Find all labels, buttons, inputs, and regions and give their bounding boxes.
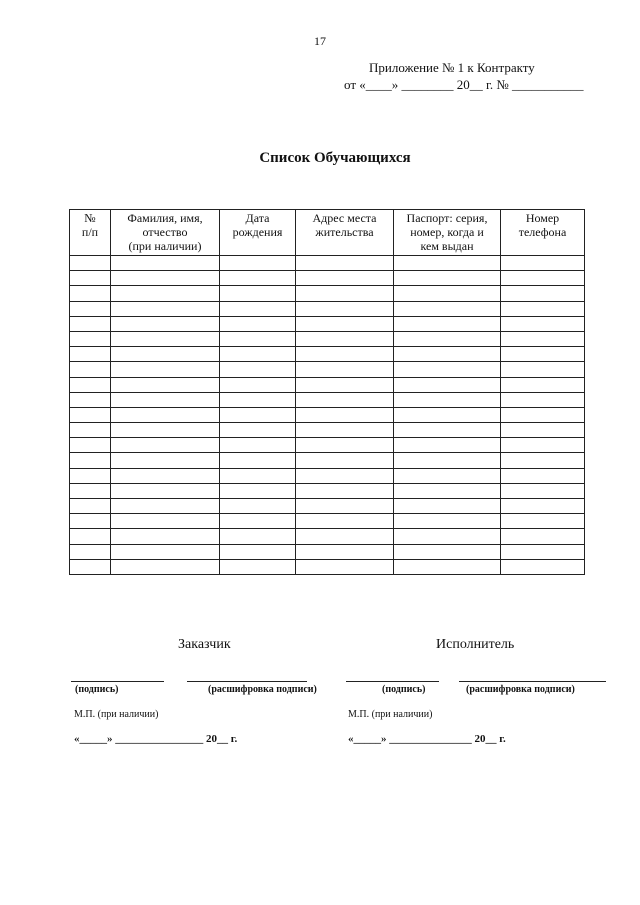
executor-stamp-note: М.П. (при наличии) xyxy=(348,709,433,720)
cell-phone[interactable] xyxy=(501,529,585,544)
header-passport: Паспорт: серия, номер, когда и кем выдан xyxy=(394,210,501,256)
table-row xyxy=(70,286,585,301)
cell-passport[interactable] xyxy=(394,544,501,559)
cell-number[interactable] xyxy=(70,499,111,514)
table-row xyxy=(70,499,585,514)
page-number: 17 xyxy=(314,34,326,48)
executor-signature-line[interactable] xyxy=(346,681,439,682)
customer-signature-label: (подпись) xyxy=(75,684,119,695)
executor-date-line: «_____» _______________ 20__ г. xyxy=(348,733,506,745)
cell-number[interactable] xyxy=(70,331,111,346)
cell-birth-date[interactable] xyxy=(220,347,296,362)
cell-phone[interactable] xyxy=(501,362,585,377)
cell-birth-date[interactable] xyxy=(220,453,296,468)
header-number: № п/п xyxy=(70,210,111,256)
cell-number[interactable] xyxy=(70,514,111,529)
customer-stamp-note: М.П. (при наличии) xyxy=(74,709,159,720)
cell-address[interactable] xyxy=(296,347,394,362)
cell-address[interactable] xyxy=(296,316,394,331)
cell-full-name[interactable] xyxy=(111,438,220,453)
table-row xyxy=(70,362,585,377)
cell-phone[interactable] xyxy=(501,301,585,316)
cell-birth-date[interactable] xyxy=(220,316,296,331)
cell-phone[interactable] xyxy=(501,271,585,286)
cell-full-name[interactable] xyxy=(111,301,220,316)
header-birth-date: Дата рождения xyxy=(220,210,296,256)
cell-birth-date[interactable] xyxy=(220,544,296,559)
table-row xyxy=(70,453,585,468)
cell-address[interactable] xyxy=(296,362,394,377)
cell-number[interactable] xyxy=(70,559,111,574)
cell-birth-date[interactable] xyxy=(220,514,296,529)
table-row xyxy=(70,559,585,574)
table-header-row xyxy=(70,210,585,256)
table-body xyxy=(70,256,585,575)
table-row xyxy=(70,423,585,438)
cell-passport[interactable] xyxy=(394,271,501,286)
cell-number[interactable] xyxy=(70,392,111,407)
cell-full-name[interactable] xyxy=(111,559,220,574)
cell-address[interactable] xyxy=(296,392,394,407)
cell-birth-date[interactable] xyxy=(220,377,296,392)
table-row xyxy=(70,514,585,529)
cell-phone[interactable] xyxy=(501,316,585,331)
cell-passport[interactable] xyxy=(394,256,501,271)
cell-phone[interactable] xyxy=(501,286,585,301)
cell-passport[interactable] xyxy=(394,377,501,392)
header-full-name: Фамилия, имя, отчество (при наличии) xyxy=(111,210,220,256)
cell-address[interactable] xyxy=(296,468,394,483)
cell-number[interactable] xyxy=(70,407,111,422)
document-title: Список Обучающихся xyxy=(259,150,411,166)
cell-address[interactable] xyxy=(296,407,394,422)
cell-phone[interactable] xyxy=(501,407,585,422)
cell-phone[interactable] xyxy=(501,483,585,498)
cell-address[interactable] xyxy=(296,256,394,271)
cell-address[interactable] xyxy=(296,301,394,316)
cell-number[interactable] xyxy=(70,301,111,316)
cell-full-name[interactable] xyxy=(111,362,220,377)
header-phone: Номер телефона xyxy=(501,210,585,256)
header-address: Адрес места жительства xyxy=(296,210,394,256)
table-row xyxy=(70,392,585,407)
executor-decryption-line[interactable] xyxy=(459,681,606,682)
cell-address[interactable] xyxy=(296,286,394,301)
cell-phone[interactable] xyxy=(501,499,585,514)
table-row xyxy=(70,331,585,346)
cell-phone[interactable] xyxy=(501,423,585,438)
cell-phone[interactable] xyxy=(501,514,585,529)
students-table xyxy=(69,209,585,575)
cell-passport[interactable] xyxy=(394,499,501,514)
table-row xyxy=(70,316,585,331)
cell-full-name[interactable] xyxy=(111,256,220,271)
cell-address[interactable] xyxy=(296,271,394,286)
cell-phone[interactable] xyxy=(501,347,585,362)
cell-full-name[interactable] xyxy=(111,483,220,498)
cell-phone[interactable] xyxy=(501,377,585,392)
cell-number[interactable] xyxy=(70,529,111,544)
table-row xyxy=(70,529,585,544)
table-row xyxy=(70,483,585,498)
cell-birth-date[interactable] xyxy=(220,301,296,316)
cell-birth-date[interactable] xyxy=(220,423,296,438)
cell-passport[interactable] xyxy=(394,286,501,301)
cell-full-name[interactable] xyxy=(111,392,220,407)
cell-passport[interactable] xyxy=(394,423,501,438)
cell-birth-date[interactable] xyxy=(220,271,296,286)
cell-number[interactable] xyxy=(70,468,111,483)
cell-phone[interactable] xyxy=(501,331,585,346)
customer-signature-line[interactable] xyxy=(71,681,164,682)
contract-reference: от «____» ________ 20__ г. № ___________ xyxy=(344,77,584,92)
table-row xyxy=(70,438,585,453)
cell-address[interactable] xyxy=(296,499,394,514)
cell-passport[interactable] xyxy=(394,331,501,346)
cell-phone[interactable] xyxy=(501,438,585,453)
cell-number[interactable] xyxy=(70,271,111,286)
cell-birth-date[interactable] xyxy=(220,286,296,301)
cell-passport[interactable] xyxy=(394,483,501,498)
cell-passport[interactable] xyxy=(394,316,501,331)
cell-birth-date[interactable] xyxy=(220,392,296,407)
cell-number[interactable] xyxy=(70,256,111,271)
cell-birth-date[interactable] xyxy=(220,362,296,377)
cell-passport[interactable] xyxy=(394,559,501,574)
cell-full-name[interactable] xyxy=(111,316,220,331)
cell-passport[interactable] xyxy=(394,301,501,316)
cell-phone[interactable] xyxy=(501,453,585,468)
cell-full-name[interactable] xyxy=(111,468,220,483)
cell-birth-date[interactable] xyxy=(220,468,296,483)
cell-full-name[interactable] xyxy=(111,347,220,362)
customer-decryption-line[interactable] xyxy=(187,681,307,682)
cell-address[interactable] xyxy=(296,529,394,544)
customer-title: Заказчик xyxy=(178,637,231,652)
cell-full-name[interactable] xyxy=(111,544,220,559)
table-row xyxy=(70,468,585,483)
cell-phone[interactable] xyxy=(501,559,585,574)
cell-address[interactable] xyxy=(296,331,394,346)
cell-birth-date[interactable] xyxy=(220,256,296,271)
table-row xyxy=(70,544,585,559)
cell-phone[interactable] xyxy=(501,468,585,483)
cell-full-name[interactable] xyxy=(111,499,220,514)
cell-full-name[interactable] xyxy=(111,377,220,392)
table-row xyxy=(70,407,585,422)
cell-full-name[interactable] xyxy=(111,271,220,286)
table-row xyxy=(70,271,585,286)
cell-phone[interactable] xyxy=(501,256,585,271)
executor-signature-label: (подпись) xyxy=(382,684,426,695)
cell-full-name[interactable] xyxy=(111,453,220,468)
cell-passport[interactable] xyxy=(394,529,501,544)
cell-full-name[interactable] xyxy=(111,407,220,422)
cell-birth-date[interactable] xyxy=(220,559,296,574)
cell-passport[interactable] xyxy=(394,392,501,407)
cell-passport[interactable] xyxy=(394,362,501,377)
cell-number[interactable] xyxy=(70,362,111,377)
cell-full-name[interactable] xyxy=(111,286,220,301)
cell-full-name[interactable] xyxy=(111,423,220,438)
cell-address[interactable] xyxy=(296,423,394,438)
cell-passport[interactable] xyxy=(394,407,501,422)
cell-number[interactable] xyxy=(70,423,111,438)
cell-address[interactable] xyxy=(296,544,394,559)
cell-number[interactable] xyxy=(70,347,111,362)
cell-birth-date[interactable] xyxy=(220,483,296,498)
cell-number[interactable] xyxy=(70,544,111,559)
cell-address[interactable] xyxy=(296,514,394,529)
cell-number[interactable] xyxy=(70,377,111,392)
cell-number[interactable] xyxy=(70,453,111,468)
cell-passport[interactable] xyxy=(394,453,501,468)
cell-full-name[interactable] xyxy=(111,514,220,529)
cell-passport[interactable] xyxy=(394,438,501,453)
cell-address[interactable] xyxy=(296,483,394,498)
cell-passport[interactable] xyxy=(394,347,501,362)
appendix-heading: Приложение № 1 к Контракту xyxy=(369,60,535,75)
cell-full-name[interactable] xyxy=(111,331,220,346)
table-row xyxy=(70,377,585,392)
cell-number[interactable] xyxy=(70,286,111,301)
customer-decryption-label: (расшифровка подписи) xyxy=(208,684,317,695)
cell-full-name[interactable] xyxy=(111,529,220,544)
cell-phone[interactable] xyxy=(501,392,585,407)
executor-decryption-label: (расшифровка подписи) xyxy=(466,684,575,695)
table-row xyxy=(70,301,585,316)
cell-birth-date[interactable] xyxy=(220,331,296,346)
cell-phone[interactable] xyxy=(501,544,585,559)
cell-birth-date[interactable] xyxy=(220,529,296,544)
cell-number[interactable] xyxy=(70,316,111,331)
cell-number[interactable] xyxy=(70,438,111,453)
cell-birth-date[interactable] xyxy=(220,438,296,453)
cell-address[interactable] xyxy=(296,377,394,392)
cell-address[interactable] xyxy=(296,438,394,453)
table-row xyxy=(70,256,585,271)
executor-title: Исполнитель xyxy=(436,637,515,652)
cell-passport[interactable] xyxy=(394,514,501,529)
table-row xyxy=(70,347,585,362)
cell-birth-date[interactable] xyxy=(220,499,296,514)
cell-address[interactable] xyxy=(296,453,394,468)
cell-birth-date[interactable] xyxy=(220,407,296,422)
cell-passport[interactable] xyxy=(394,468,501,483)
cell-number[interactable] xyxy=(70,483,111,498)
customer-date-line: «_____» ________________ 20__ г. xyxy=(74,733,238,745)
cell-address[interactable] xyxy=(296,559,394,574)
